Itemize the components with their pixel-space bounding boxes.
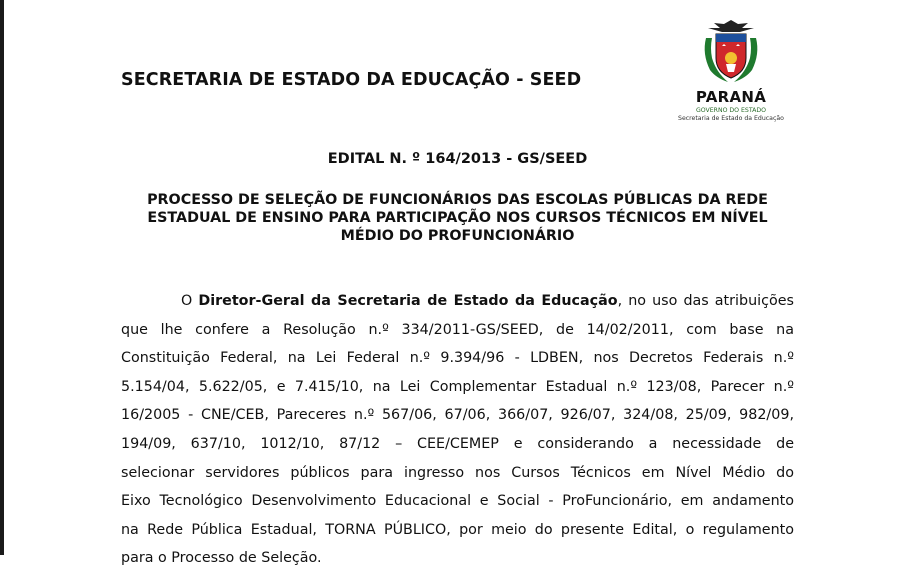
- paragraph-line: que lhe confere a Resolução n.º 334/2011-GS/SEED, de 14/02/2011, com base na: [121, 321, 794, 338]
- paragraph-line: Eixo Tecnológico Desenvolvimento Educacional e Social - ProFuncionário, em andamento: [121, 493, 794, 510]
- subject-line: PROCESSO DE SELEÇÃO DE FUNCIONÁRIOS DAS ESCOLAS PÚBLICAS DA REDE: [147, 192, 768, 208]
- subject-line: MÉDIO DO PROFUNCIONÁRIO: [340, 228, 575, 244]
- edict-paragraph: [121, 287, 794, 573]
- window-edge: [0, 0, 4, 555]
- logo-name: PARANÁ: [695, 88, 767, 106]
- parana-coat-of-arms-icon: [700, 18, 762, 86]
- paragraph-line: para o Processo de Seleção.: [121, 550, 322, 567]
- edict-number: EDITAL N. º 164/2013 - GS/SEED: [327, 151, 588, 167]
- edict-subject: [116, 191, 799, 245]
- subject-line: ESTADUAL DE ENSINO PARA PARTICIPAÇÃO NOS CURSOS TÉCNICOS EM NÍVEL: [147, 210, 768, 226]
- lead-suffix: , no uso das atribuições: [617, 293, 794, 309]
- paragraph-line: selecionar servidores públicos para ingresso nos Cursos Técnicos em Nível Médio do: [121, 464, 794, 481]
- paragraph-line: 5.154/04, 5.622/05, e 7.415/10, na Lei Complementar Estadual n.º 123/08, Parecer n.º: [121, 378, 794, 395]
- paragraph-line: 194/09, 637/10, 1012/10, 87/12 – CEE/CEMEP e considerando a necessidade de: [121, 435, 794, 452]
- logo-department: Secretaria de Estado da Educação: [678, 115, 784, 122]
- director-title: Diretor-Geral da Secretaria de Estado da Educação: [198, 293, 618, 309]
- paragraph-line: 16/2005 - CNE/CEB, Pareceres n.º 567/06, 67/06, 366/07, 926/07, 324/08, 25/09, 982/09,: [121, 407, 794, 424]
- logo-subtitle: GOVERNO DO ESTADO: [695, 107, 767, 114]
- paragraph-line: [121, 287, 794, 316]
- lead-prefix: O: [181, 293, 199, 309]
- paragraph-line: Constituição Federal, na Lei Federal n.º 9.394/96 - LDBEN, nos Decretos Federais n.º: [121, 350, 794, 367]
- parana-logo: [676, 18, 786, 130]
- department-title: SECRETARIA DE ESTADO DA EDUCAÇÃO - SEED: [121, 70, 582, 90]
- paragraph-line: na Rede Pública Estadual, TORNA PÚBLICO, por meio do presente Edital, o regulamento: [121, 521, 794, 538]
